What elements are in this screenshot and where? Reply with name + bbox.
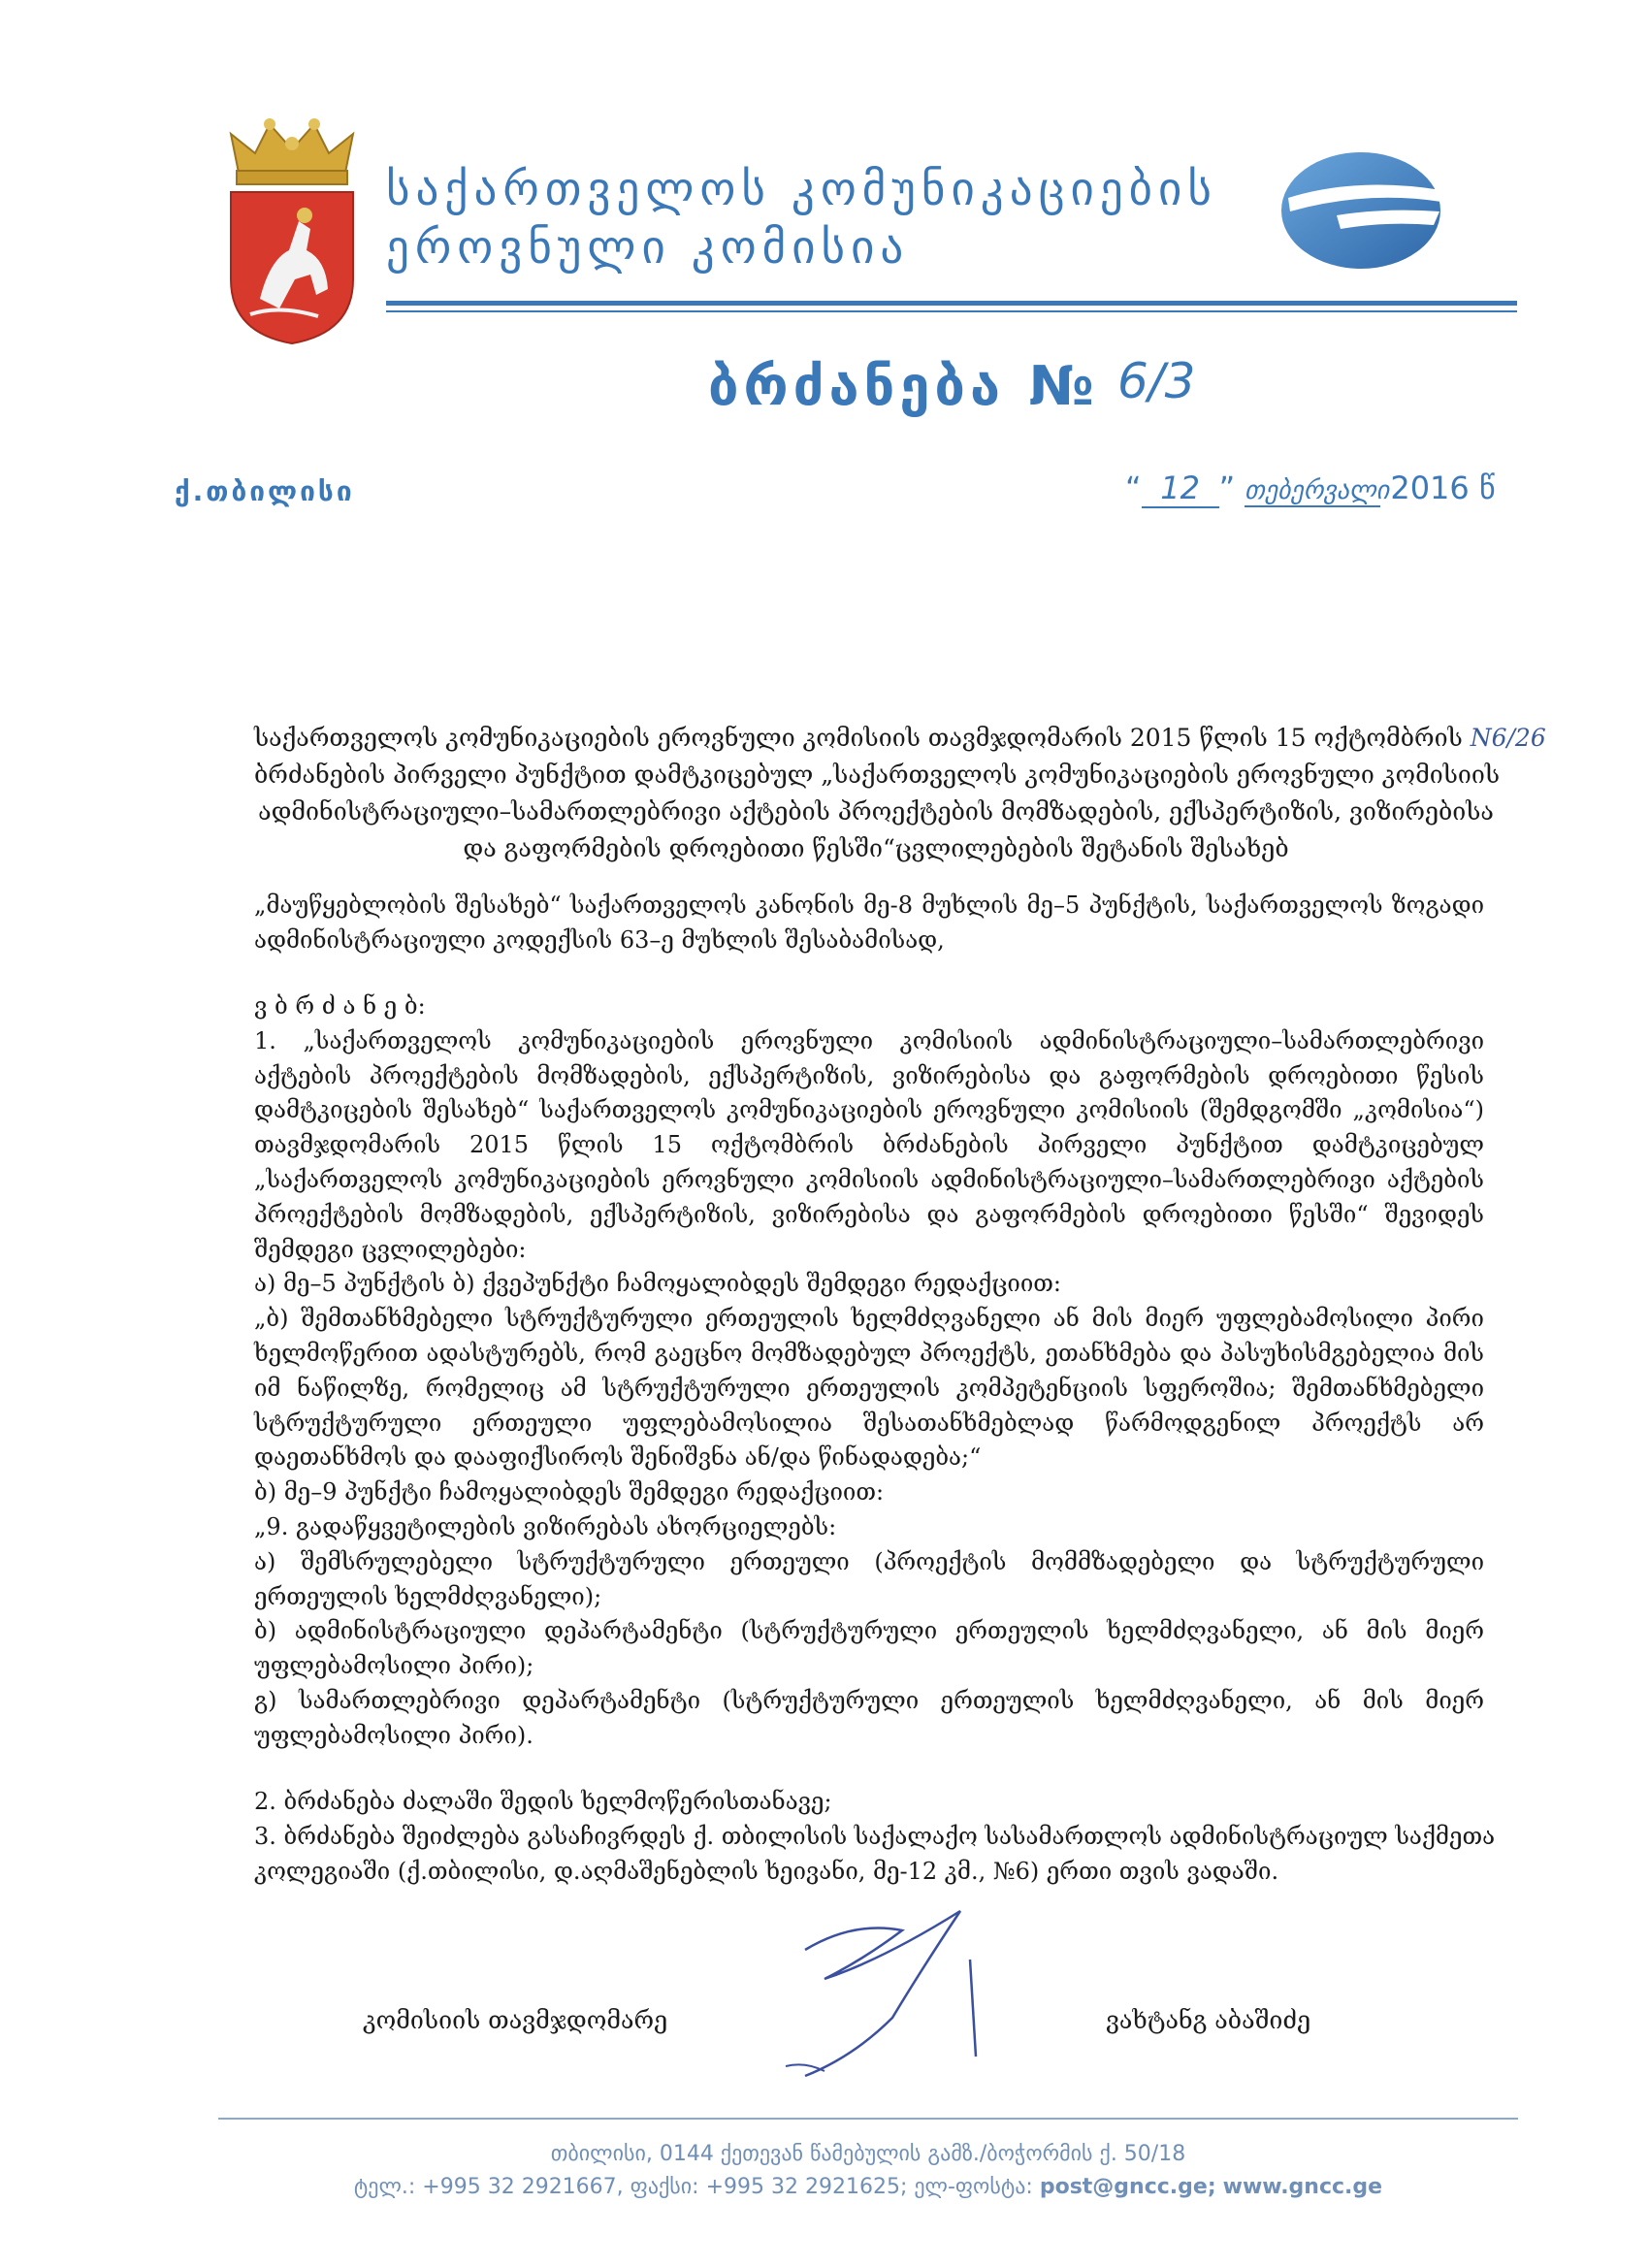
order-line: გ) სამართლებრივი დეპარტამენტი (სტრუქტურული ერთეულის ხელმძღვანელი, ან მის მიერ xyxy=(254,1686,1484,1714)
order-line: ა) მე–5 პუნქტის ბ) ქვეპუნქტი ჩამოყალიბდეს შემდეგი რედაქციით: xyxy=(254,1270,1062,1298)
footer-email-label: ელ-ფოსტა: xyxy=(914,2175,1033,2199)
title-line: საქართველოს კომუნიკაციების ეროვნული კომისიის თავმჯდომარის 2015 წლის 15 ოქტომბრის N6/26 xyxy=(254,724,1546,752)
order-line: თავმჯდომარის 2015 წლის 15 ოქტომბრის ბრძანების პირველი პუნქტით დამტკიცებულ xyxy=(254,1131,1484,1159)
footer-fax: ფაქსი: +995 32 2921625; xyxy=(630,2175,908,2199)
final-clause-line: კოლეგიაში (ქ.თბილისი, დ.აღმაშენებლის ხეივანი, მე-12 კმ., №6) ერთი თვის ვადაში. xyxy=(254,1857,1279,1885)
handwritten-order-number: N6/26 xyxy=(1470,724,1546,752)
footer-address: თბილისი, 0144 ქეთევან წამებულის გამზ./ბოჭორმის ქ. 50/18 xyxy=(550,2142,1186,2166)
order-date: “ 12 ” თებერვალი 2016 წ xyxy=(1125,470,1496,506)
order-line: „9. გადაწყვეტილების ვიზირებას ახორციელებს: xyxy=(254,1512,837,1540)
footer-email[interactable]: post@gncc.ge; xyxy=(1039,2175,1216,2199)
date-month: თებერვალი xyxy=(1245,476,1390,505)
orders-heading: ვ ბ რ ძ ა ნ ე ბ: xyxy=(254,992,426,1020)
handwritten-signature-icon xyxy=(766,1872,1057,2095)
city: ქ.თბილისი xyxy=(175,475,355,507)
order-body xyxy=(254,989,1484,1754)
order-line: 1. „საქართველოს კომუნიკაციების ეროვნული კომისიის ადმინისტრაციული–სამართლებრივი xyxy=(254,1026,1484,1054)
georgia-coat-of-arms-icon xyxy=(221,114,363,345)
title-line: ბრძანების პირველი პუნქტით დამტკიცებულ „საქართველოს კომუნიკაციების ეროვნული კომისიის xyxy=(254,761,1501,789)
header-rule-thin xyxy=(386,310,1517,312)
preamble-line: „მაუწყებლობის შესახებ“ საქართველოს კანონის მე-8 მუხლის მე–5 პუნქტის, საქართველოს ზოგადი xyxy=(254,891,1484,919)
preamble xyxy=(254,889,1484,958)
footer-phone: ტელ.: +995 32 2921667, xyxy=(353,2175,624,2199)
date-year: 2016 წ xyxy=(1390,470,1496,506)
order-line: დამტკიცების შესახებ“ საქართველოს კომუნიკაციების ეროვნული კომისიის (შემდგომში „კომისია“) xyxy=(254,1096,1484,1124)
order-line: ხელმოწერით ადასტურებს, რომ გაეცნო მომზადებულ პროექტს, ეთანხმება და პასუხისმგებელია მის xyxy=(254,1339,1484,1367)
order-line: იმ ნაწილზე, რომელიც ამ სტრუქტურული ერთეულის კომპეტენციის სფეროშია; შემთანხმებელი xyxy=(254,1374,1484,1402)
order-line: „ბ) შემთანხმებელი სტრუქტურული ერთეულის ხელმძღვანელი ან მის მიერ უფლებამოსილი პირი xyxy=(254,1305,1484,1333)
footer-rule xyxy=(218,2118,1518,2120)
order-number: 6/3 xyxy=(1117,353,1196,409)
document-title xyxy=(254,720,1546,867)
org-name-line-1: საქართველოს კომუნიკაციების xyxy=(386,163,1217,216)
final-clause-line: 3. ბრძანება შეიძლება გასაჩივრდეს ქ. თბილისის საქალაქო სასამართლოს ადმინისტრაციულ საქმეთა xyxy=(254,1822,1496,1850)
footer-website[interactable]: www.gncc.ge xyxy=(1222,2175,1383,2199)
preamble-line: ადმინისტრაციული კოდექსის 63–ე მუხლის შესაბამისად, xyxy=(254,925,945,954)
order-line: დაეთანხმოს და დააფიქსიროს შენიშვნა ან/და წინადადება;“ xyxy=(254,1443,982,1472)
org-name-line-2: ეროვნული კომისია xyxy=(386,221,910,275)
order-title: ბრძანება № xyxy=(708,355,1099,418)
signatory-role: კომისიის თავმჯდომარე xyxy=(363,2006,668,2034)
order-line: აქტების პროექტების მომზადების, ექსპერტიზის, ვიზირებისა და გაფორმების დროებითი წესის xyxy=(254,1061,1484,1089)
title-line: და გაფორმების დროებითი წესში“ცვლილებების შეტანის შესახებ xyxy=(463,834,1289,862)
order-line: შემდეგი ცვლილებები: xyxy=(254,1235,527,1263)
order-line: „საქართველოს კომუნიკაციების ეროვნული კომისიის ადმინისტრაციული–სამართლებრივი აქტების xyxy=(254,1165,1484,1193)
order-lines xyxy=(254,1024,1484,1754)
order-line: ბ) ადმინისტრაციული დეპარტამენტი (სტრუქტურული ერთეულის ხელმძღვანელი, ან მის მიერ xyxy=(254,1617,1484,1645)
footer-contacts xyxy=(218,2175,1518,2199)
gncc-logo-icon xyxy=(1278,147,1443,274)
order-line: სტრუქტურული ერთეული უფლებამოსილია შესათანხმებლად წარმოდგენილ პროექტს არ xyxy=(254,1409,1484,1437)
order-line: ბ) მე–9 პუნქტი ჩამოყალიბდეს შემდეგი რედაქციით: xyxy=(254,1478,885,1507)
order-line: ა) შემსრულებელი სტრუქტურული ერთეული (პროექტის მომმზადებელი და სტრუქტურული xyxy=(254,1547,1484,1575)
date-day: 12 xyxy=(1142,470,1219,508)
order-line: უფლებამოსილი პირი); xyxy=(254,1652,534,1680)
final-clause-line: 2. ბრძანება ძალაში შედის ხელმოწერისთანავე; xyxy=(254,1788,832,1815)
header-rule xyxy=(386,301,1517,306)
title-line: ადმინისტრაციული–სამართლებრივი აქტების პროექტების მომზადების, ექსპერტიზის, ვიზირებისა xyxy=(258,797,1494,826)
order-line: პროექტების მომზადების, ექსპერტიზის, ვიზირებისა და გაფორმების დროებითი წესში“ შევიდეს xyxy=(254,1200,1484,1228)
signatory-name: ვახტანგ აბაშიძე xyxy=(1106,2006,1311,2034)
order-line: უფლებამოსილი პირი). xyxy=(254,1721,534,1749)
order-line: ერთეულის ხელმძღვანელი); xyxy=(254,1582,602,1610)
